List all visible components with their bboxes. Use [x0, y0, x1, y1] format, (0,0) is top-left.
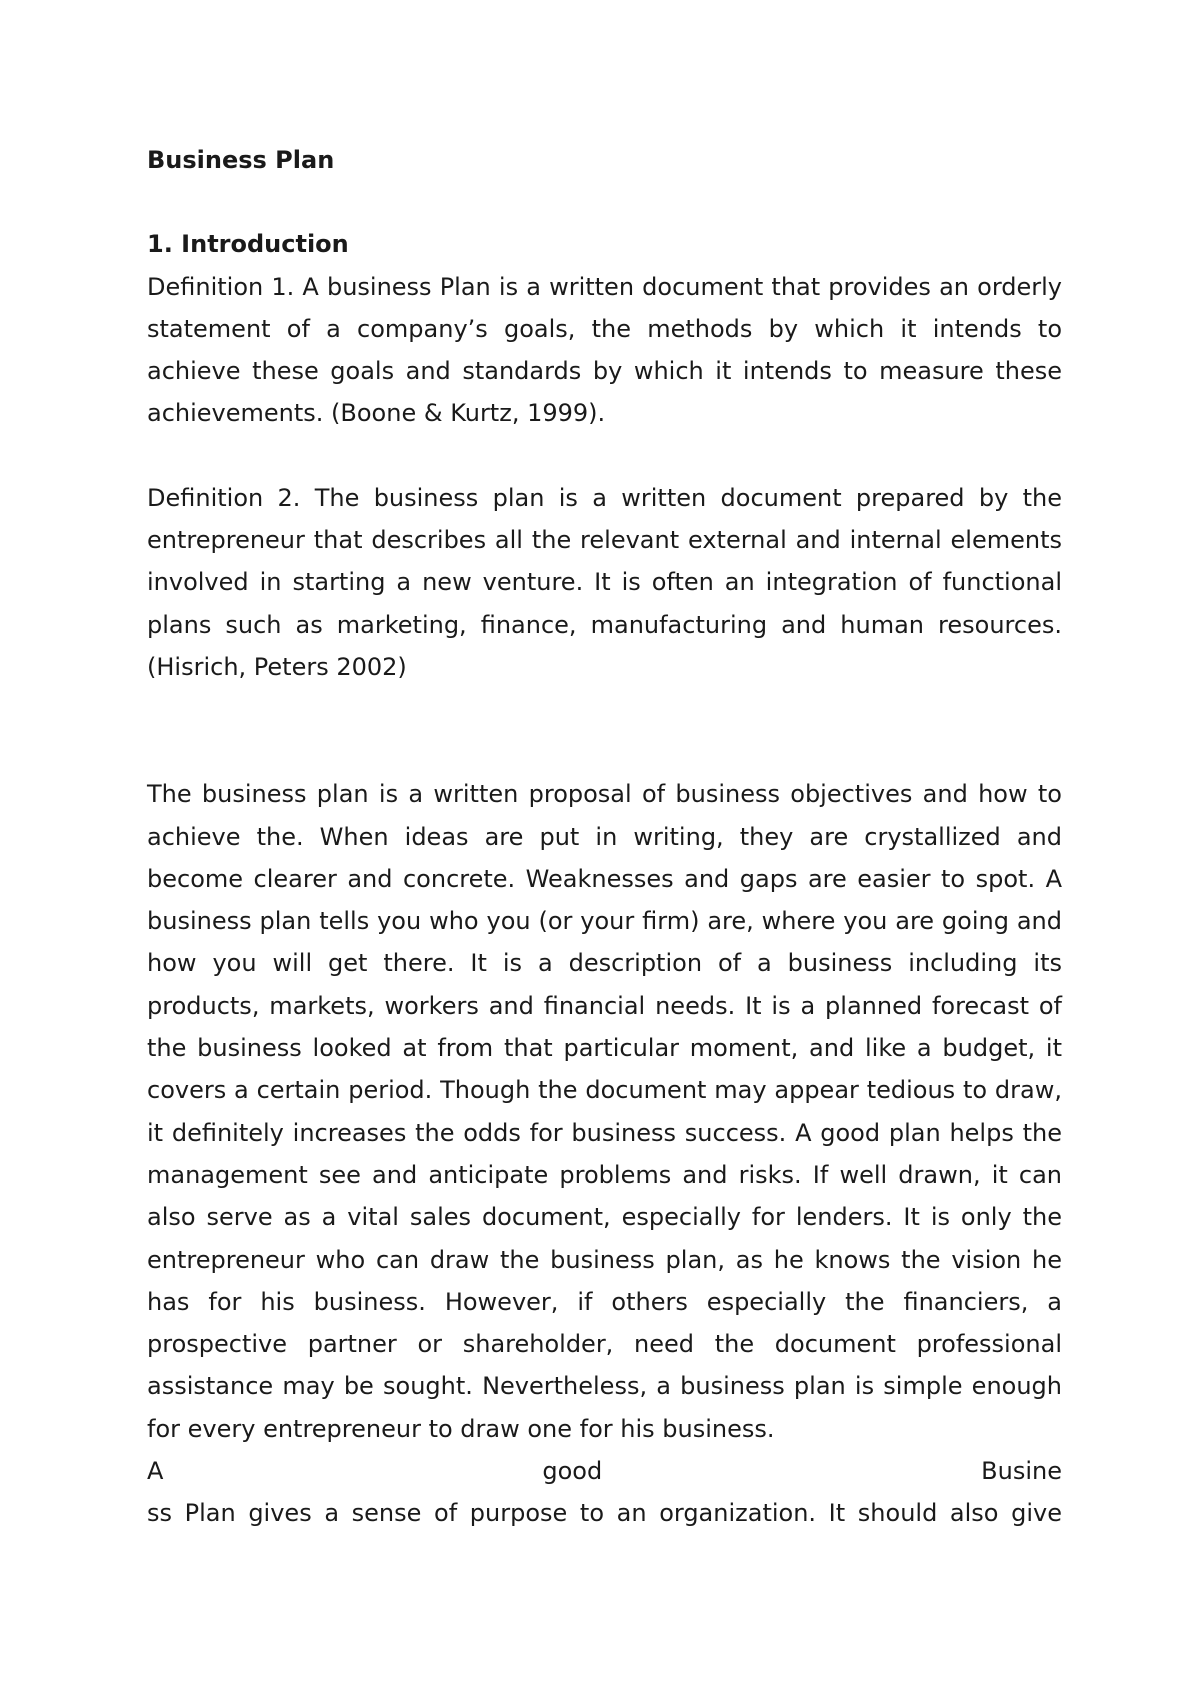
section-heading: 1. Introduction [147, 230, 349, 259]
body-paragraph: The business plan is a written proposal of business objectives and how to achieve the. When ideas are put in writing, they are crystallized and become clearer and concrete. Weaknesses and gaps are easier to spot. A business plan tells you who you (or your firm) are, where you are going and how you will get there. It is a description of a business including its products, markets, workers and financial needs. It is a planned forecast of the business looked at from that particular moment, and like a budget, it covers a certain period. Though the document may appear tedious to draw, it definitely increases the odds for business success. A good plan helps the management see and anticipate problems and risks. If well drawn, it can also serve as a vital sales document, especially for lenders. It is only the entrepreneur who can draw the business plan, as he knows the vision he has for his business. However, if others especially the financiers, a prospective partner or shareholder, need the document professional assistance may be sought. Nevertheless, a business plan is simple enough for every entrepreneur to draw one for his business. [147, 780, 1062, 1443]
definition-2-paragraph: Definition 2. The business plan is a written document prepared by the entrepreneur that describes all the relevant external and internal elements involved in starting a new venture. It is often an integration of functional plans such as marketing, finance, manufacturing and human resources. (Hisrich, Peters 2002) [147, 483, 1062, 681]
spacer [147, 435, 1062, 477]
split-line: A good Busine [147, 1457, 1062, 1486]
spacer [147, 181, 1062, 223]
continuation-line: ss Plan gives a sense of purpose to an organization. It should also give [147, 1499, 1062, 1528]
document-body [147, 139, 1062, 1535]
definition-1-paragraph: Definition 1. A business Plan is a written document that provides an orderly statement of a company’s goals, the methods by which it intends to achieve these goals and standards by which it intends to measure these achievements. (Boone & Kurtz, 1999). [147, 272, 1062, 428]
document-title: Business Plan [147, 146, 335, 174]
spacer [147, 688, 1062, 773]
